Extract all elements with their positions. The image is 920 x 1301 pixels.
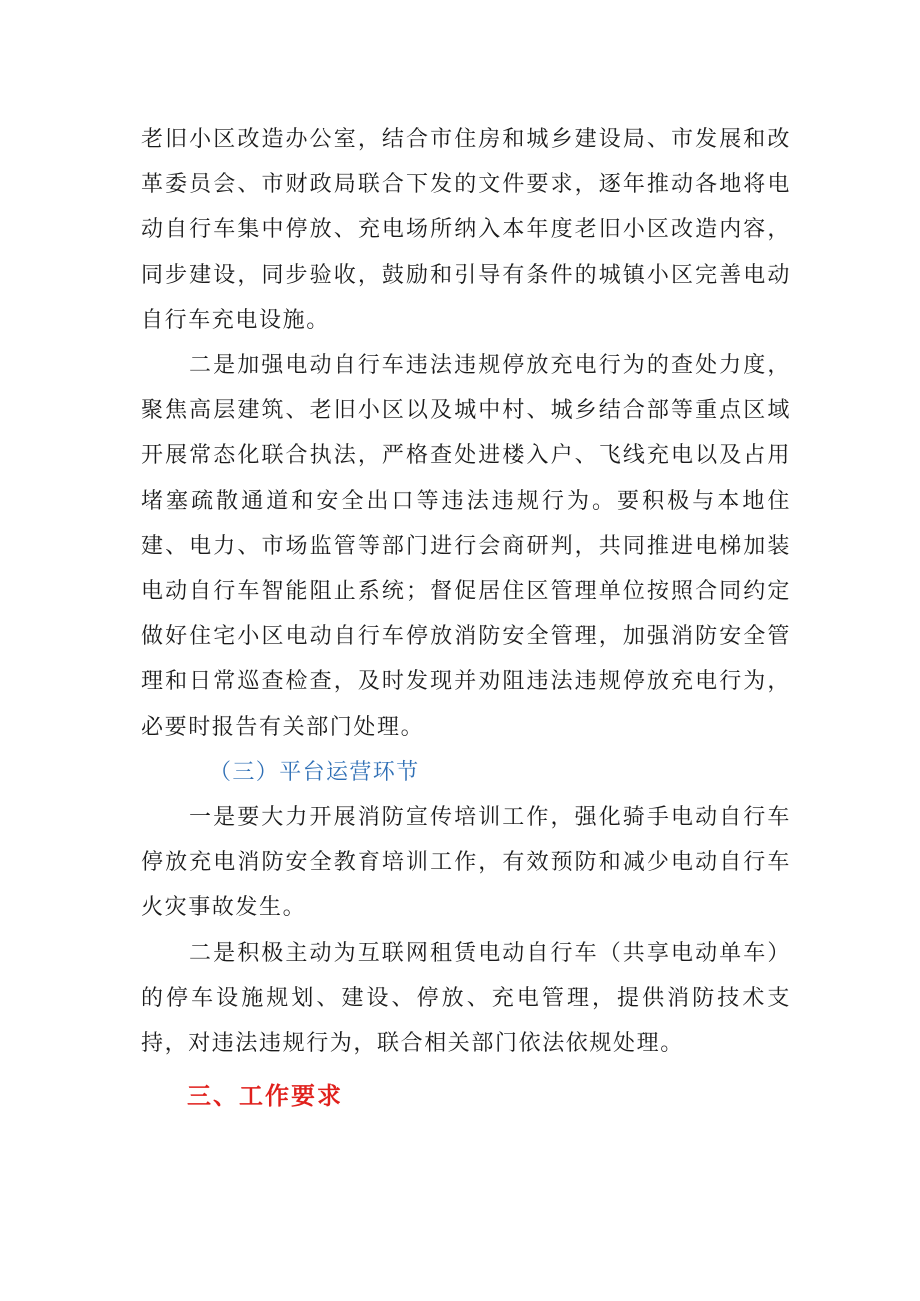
section-heading-work-requirements: 三、工作要求 <box>187 1082 343 1111</box>
subheading-platform-operation: （三）平台运营环节 <box>209 759 420 785</box>
document-body <box>141 117 791 1119</box>
paragraph-platform-item-one: 一是要大力开展消防宣传培训工作，强化骑手电动自行车停放充电消防安全教育培训工作，有效预防和减少电动自行车火灾事故发生。 <box>141 805 791 921</box>
paragraph-continuation: 老旧小区改造办公室，结合市住房和城乡建设局、市发展和改革委员会、市财政局联合下发的文件要求，逐年推动各地将电动自行车集中停放、充电场所纳入本年度老旧小区改造内容，同步建设，同步验收，鼓励和引导有条件的城镇小区完善电动自行车充电设施。 <box>141 127 791 333</box>
paragraph-platform-item-two: 二是积极主动为互联网租赁电动自行车（共享电动单车）的停车设施规划、建设、停放、充电管理，提供消防技术支持，对违法违规行为，联合相关部门依法依规处理。 <box>141 940 791 1057</box>
paragraph-item-two: 二是加强电动自行车违法违规停放充电行为的查处力度，聚焦高层建筑、老旧小区以及城中村、城乡结合部等重点区域开展常态化联合执法，严格查处进楼入户、飞线充电以及占用堵塞疏散通道和安全出口等违法违规行为。要积极与本地住建、电力、市场监管等部门进行会商研判，共同推进电梯加装电动自行车智能阻止系统；督促居住区管理单位按照合同约定做好住宅小区电动自行车停放消防安全管理，加强消防安全管理和日常巡查检查，及时发现并劝阻违法违规停放充电行为，必要时报告有关部门处理。 <box>141 353 791 740</box>
